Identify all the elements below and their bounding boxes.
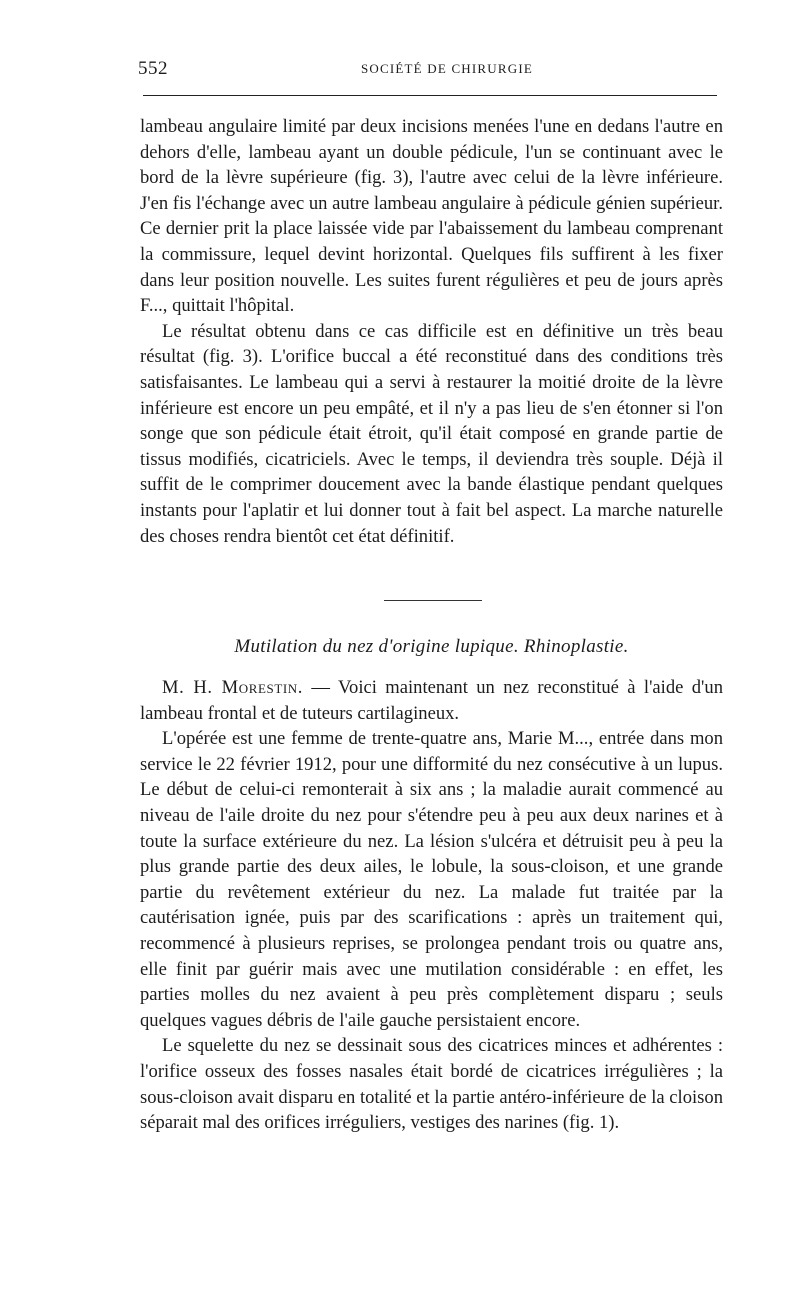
text-block-previous-case [140,114,723,549]
text-block-rhinoplasty [140,675,723,1136]
paragraph-result: Le résultat obtenu dans ce cas difficile est en définitive un très beau résultat (fig. 3). L'orifice buccal a été reconstitué dans des conditions très satisfaisantes. Le lambeau qui a servi à restaurer la moitié droite de la lèvre inférieure est encore un peu empâté, et il n'y a pas lieu de s'en étonner si l'on songe que son pédicule était étroit, qu'il était composé en grande partie de tissus modifiés, cicatriciels. Avec le temps, il deviendra très souple. Déjà il suffit de le comprimer doucement avec la bande élastique pendant quelques instants pour l'aplatir et lui donner tout à fait bel aspect. La marche naturelle des choses rendra bientôt cet état définitif. [140,320,723,547]
paragraph-skeleton: Le squelette du nez se dessinait sous des cicatrices minces et adhérentes : l'orifice osseux des fosses nasales était bordé de cicatrices irrégulières ; la sous-cloison avait disparu en totalité et la partie antéro-inférieure de la cloison séparait mal des orifices irréguliers, vestiges des narines (fig. 1). [140,1035,723,1134]
header-rule [143,95,717,96]
journal-title: SOCIÉTÉ DE CHIRURGIE [360,61,534,76]
section-separator [384,600,482,601]
intro-text: — Voici maintenant un nez reconstitué à l'aide d'un lambeau frontal et de tuteurs cartilagineux. [140,677,723,724]
section-title: Mutilation du nez d'origine lupique. Rhinoplastie. [234,636,629,657]
running-head [138,58,716,80]
author-name: M. H. Morestin. [162,677,304,698]
paragraph-intro [140,675,723,726]
paragraph-continued: lambeau angulaire limité par deux incisions menées l'une en dedans l'autre en dehors d'elle, lambeau ayant un double pédicule, l'un se continuant avec le bord de la lèvre supérieure (fig. 3), l'autre avec celui de la lèvre inférieure. J'en fis l'échange avec un autre lambeau angulaire à pédicule génien supérieur. Ce dernier prit la place laissée vide par l'abaissement du lambeau comprenant la commissure, lequel devint horizontal. Quelques fils suffirent à les fixer dans leur position nouvelle. Les suites furent régulières et peu de jours après F..., quittait l'hôpital. [140,116,723,317]
paragraph-case-history: L'opérée est une femme de trente-quatre ans, Marie M..., entrée dans mon service le 22 février 1912, pour une difformité du nez consécutive à un lupus. Le début de celui-ci remonterait à six ans ; la maladie aurait commencé au niveau de l'aile droite du nez pour s'étendre peu à peu aux deux narines et à toute la surface extérieure du nez. La lésion s'ulcéra et détruisit peu à peu la plus grande partie des deux ailes, le lobule, la sous-cloison, et une grande partie du revêtement extérieur du nez. La malade fut traitée par la cautérisation ignée, puis par des scarifications : après un traitement qui, recommencé à plusieurs reprises, se prolongea pendant trois ou quatre ans, elle finit par guérir mais avec une mutilation considérable : en effet, les parties molles du nez avaient à peu près complètement disparu ; seuls quelques vagues débris de l'aile gauche persistaient encore. [140,728,723,1031]
page-number: 552 [138,58,168,79]
